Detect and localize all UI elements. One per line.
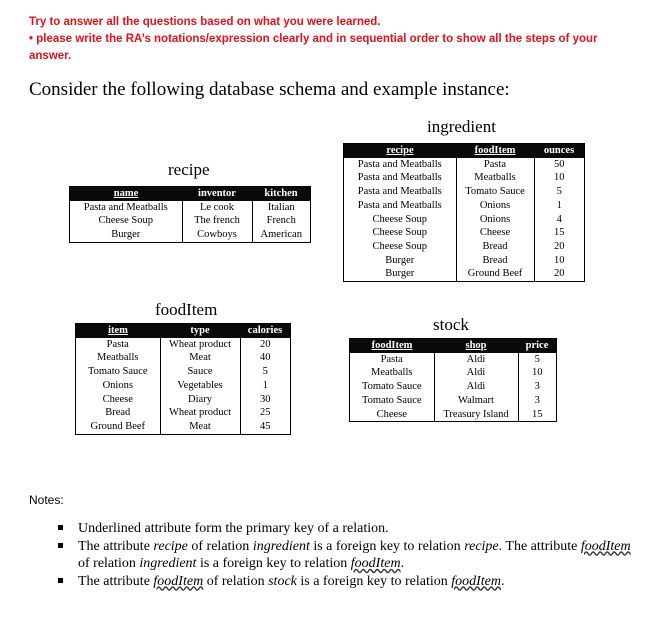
table-cell: Aldi [434,380,518,394]
stock-header-row [350,339,557,353]
table-cell: Onions [456,213,534,227]
table-cell: Pasta and Meatballs [357,186,442,198]
instruction-line-2: • please write the RA’s notations/expression clearly and in sequential order to show all the steps of your [29,33,598,45]
table-row [344,213,585,227]
table-cell: Aldi [434,353,518,367]
ingredient-table [343,143,585,282]
stock-col-shop: shop [434,339,518,353]
stock-table [349,338,557,422]
note-term: foodItem [153,573,204,589]
instructions [29,14,649,65]
bullet-icon [58,578,63,583]
table-cell: Diary [160,393,240,407]
note-term: recipe [464,538,499,554]
table-row [76,420,291,434]
schema-prompt: Consider the following database schema and example instance: [29,79,510,100]
bullet-icon [58,543,63,548]
table-row [76,338,291,352]
table-cell: 20 [534,240,585,254]
table-cell: Meatballs [456,171,534,185]
note-term: foodItem [451,573,501,589]
instruction-line-3: answer. [29,50,72,62]
fooditem-table-title: foodItem [155,300,218,319]
notes-label: Notes: [29,493,64,507]
table-cell: Walmart [434,394,518,408]
table-cell: Cheese Soup [372,227,428,239]
note-term: recipe [153,538,188,554]
table-cell: 10 [534,254,585,268]
table-cell: Onions [456,199,534,213]
fooditem-table [75,323,291,435]
table-cell: 10 [518,366,557,380]
table-cell: 50 [534,158,585,172]
table-cell: Cheese Soup [372,240,428,252]
note-text: The attribute [78,538,154,554]
table-cell: Onions [102,379,133,391]
table-cell: 20 [534,267,585,281]
recipe-col-name: name [70,187,183,201]
table-cell: Tomato Sauce [87,366,148,378]
table-cell: Pasta [456,158,534,172]
table-row [350,380,557,394]
ingredient-table-title: ingredient [427,117,496,136]
table-row [344,226,585,240]
table-cell: 40 [240,351,291,365]
table-cell: Bread [456,240,534,254]
table-cell: Le cook [182,201,252,215]
stock-table-title: stock [433,315,469,334]
table-cell: Sauce [160,365,240,379]
recipe-header-row [70,187,311,201]
table-cell: American [252,228,311,242]
table-row [350,353,557,367]
table-row [76,365,291,379]
ingredient-col-fooditem: foodItem [456,144,534,158]
ingredient-col-recipe: recipe [344,144,457,158]
note-item [58,520,638,538]
table-cell: Cheese Soup [98,215,154,227]
note-text: is a foreign key to relation [309,538,465,554]
table-cell: Burger [385,254,415,266]
table-cell: Cheese [102,393,133,405]
recipe-col-kitchen: kitchen [252,187,311,201]
notes-list [58,520,638,590]
table-cell: 1 [534,199,585,213]
table-row [76,406,291,420]
table-row [344,199,585,213]
table-cell: 30 [240,393,291,407]
fooditem-col-item: item [76,324,161,338]
table-cell: Pasta and Meatballs [83,201,168,213]
table-row [76,393,291,407]
table-row [350,394,557,408]
table-cell: Burger [385,268,415,280]
note-term: foodItem [350,556,401,571]
table-cell: Treasury Island [434,408,518,422]
table-cell: 45 [240,420,291,434]
table-cell: Italian [252,201,311,215]
table-cell: 3 [518,380,557,394]
note-text: of relation [78,556,140,571]
table-row [76,351,291,365]
table-cell: Bread [456,254,534,268]
note-text: . [500,573,505,589]
table-row [70,214,311,228]
note-item [58,573,638,591]
table-cell: 20 [240,338,291,352]
table-row [344,267,585,281]
stock-col-fooditem: foodItem [350,339,435,353]
table-cell: Bread [105,407,131,419]
note-item [58,538,638,573]
table-cell: Vegetables [160,379,240,393]
table-cell: Cheese [376,408,407,420]
fooditem-header-row [76,324,291,338]
table-cell: Meat [160,420,240,434]
table-row [70,201,311,215]
recipe-table-title: recipe [168,160,210,179]
table-cell: Tomato Sauce [361,394,422,406]
table-cell: Meat [160,351,240,365]
table-cell: 5 [240,365,291,379]
note-text: of relation [203,573,269,589]
stock-col-price: price [518,339,557,353]
table-cell: Aldi [434,366,518,380]
table-cell: Pasta [106,338,129,350]
table-cell: Cheese [456,226,534,240]
note-text: . [400,556,405,571]
note-term: ingredient [139,556,197,571]
table-row [344,254,585,268]
fooditem-col-calories: calories [240,324,291,338]
table-cell: Ground Beef [90,420,146,432]
table-cell: Pasta and Meatballs [357,158,442,170]
note-term: foodItem [580,538,631,554]
note-term: stock [268,573,297,589]
recipe-table [69,186,311,243]
table-cell: Tomato Sauce [456,185,534,199]
table-cell: French [252,214,311,228]
table-cell: Cowboys [182,228,252,242]
table-cell: Cheese Soup [372,213,428,225]
note-text: Underlined attribute form the primary key of a relation. [78,521,389,536]
table-cell: The french [182,214,252,228]
table-row [344,240,585,254]
table-cell: 3 [518,394,557,408]
note-text: . The attribute [498,538,581,554]
fooditem-col-type: type [160,324,240,338]
table-cell: 4 [534,213,585,227]
table-row [70,228,311,242]
table-cell: 1 [240,379,291,393]
note-text: is a foreign key to relation [196,556,351,571]
note-text: The attribute [78,573,154,589]
ingredient-col-ounces: ounces [534,144,585,158]
note-text: is a foreign key to relation [296,573,452,589]
table-cell: Burger [111,229,141,241]
note-text: of relation [187,538,253,554]
table-cell: 10 [534,171,585,185]
ingredient-header-row [344,144,585,158]
table-cell: Pasta and Meatballs [357,172,442,184]
note-term: ingredient [252,538,310,554]
table-cell: Meatballs [97,352,139,364]
table-row [350,366,557,380]
table-cell: 15 [518,408,557,422]
table-cell: 5 [534,185,585,199]
table-cell: Pasta and Meatballs [357,199,442,211]
recipe-col-inventor: inventor [182,187,252,201]
table-row [344,171,585,185]
instruction-line-1: Try to answer all the questions based on what you were learned. [29,16,381,28]
table-cell: 5 [518,353,557,367]
table-row [76,379,291,393]
table-cell: 25 [240,406,291,420]
table-cell: Wheat product [160,338,240,352]
table-cell: Pasta [380,353,403,365]
table-cell: Meatballs [371,367,413,379]
table-cell: Tomato Sauce [361,381,422,393]
bullet-icon [58,525,63,530]
table-row [350,408,557,422]
table-cell: 15 [534,226,585,240]
table-row [344,158,585,172]
table-cell: Wheat product [160,406,240,420]
table-cell: Ground Beef [456,267,534,281]
table-row [344,185,585,199]
